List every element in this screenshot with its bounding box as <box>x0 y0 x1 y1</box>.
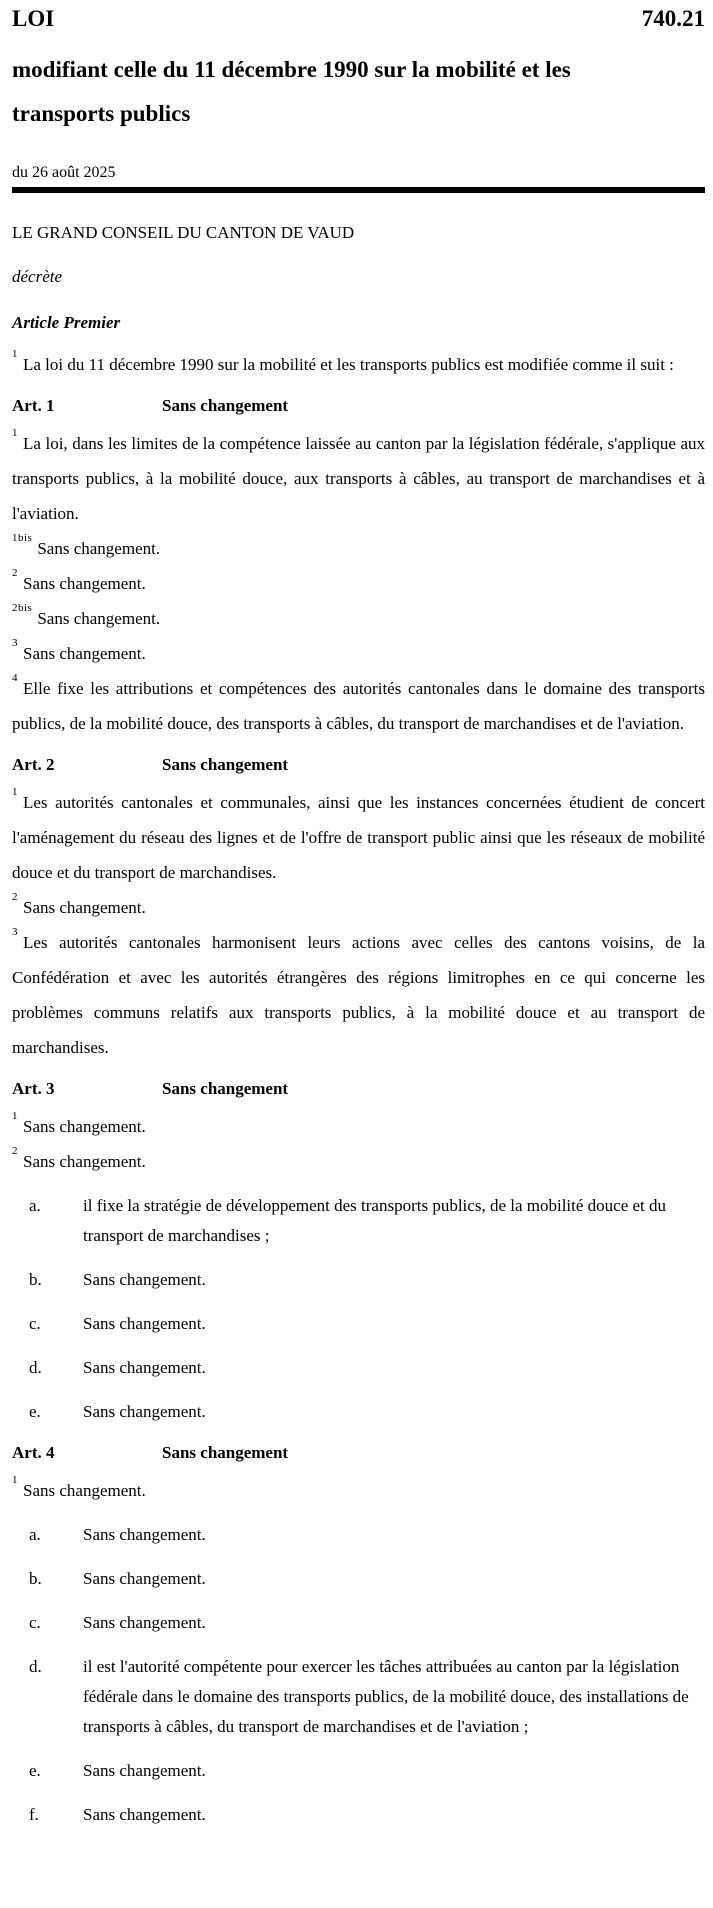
intro-paragraph-text: La loi du 11 décembre 1990 sur la mobilité et les transports publics est modifiée comme il suit : <box>23 355 674 374</box>
paragraph <box>12 925 705 1065</box>
decree-word: décrète <box>12 267 63 286</box>
paragraph <box>12 1144 705 1179</box>
list-item <box>12 1191 705 1251</box>
paragraph-number: 1 <box>12 427 18 440</box>
list-item <box>12 1652 705 1742</box>
list-item-text: il est l'autorité compétente pour exercer les tâches attribuées au canton par la législation fédérale dans le domaine des transports publics, de la mobilité douce, des installations de transports à câbles, du transport de marchandises et de l'aviation ; <box>83 1657 689 1736</box>
paragraph <box>12 601 705 636</box>
list-item <box>12 1397 705 1427</box>
article-subtitle: Sans changement <box>162 396 289 415</box>
paragraph <box>12 636 705 671</box>
horizontal-rule <box>12 187 705 193</box>
paragraph <box>12 1473 705 1508</box>
paragraph-text: Sans changement. <box>23 898 146 917</box>
list-item-marker: c. <box>29 1613 41 1632</box>
article-heading <box>12 394 705 418</box>
article-label: Art. 1 <box>12 396 55 415</box>
article-heading <box>12 1077 705 1101</box>
paragraph-text: La loi, dans les limites de la compétence laissée au canton par la législation fédérale, s'applique aux transports publics, à la mobilité douce, aux transports à câbles, au transport de marchandises et à l'aviation. <box>12 434 705 523</box>
paragraph-number: 2 <box>12 891 18 904</box>
paragraph-number: 2bis <box>12 602 33 615</box>
list-item <box>12 1520 705 1550</box>
list-item <box>12 1265 705 1295</box>
list-item-text: Sans changement. <box>83 1569 206 1588</box>
paragraph <box>12 566 705 601</box>
doc-number: 740.21 <box>641 6 705 31</box>
paragraph <box>12 785 705 890</box>
article-heading <box>12 753 705 777</box>
list-item-marker: b. <box>29 1270 42 1289</box>
paragraph <box>12 1109 705 1144</box>
paragraph <box>12 671 705 741</box>
list-item-marker: a. <box>29 1196 41 1215</box>
list-item-marker: d. <box>29 1657 42 1676</box>
list-item-text: Sans changement. <box>83 1402 206 1421</box>
list-item <box>12 1564 705 1594</box>
paragraph-text: Sans changement. <box>37 539 161 558</box>
paragraph-text: Sans changement. <box>23 1481 146 1500</box>
article-heading <box>12 1441 705 1465</box>
paragraph-text: Les autorités cantonales harmonisent leurs actions avec celles des cantons voisins, de la Confédération et avec les autorités étrangères des régions limitrophes en ce qui concerne les problèmes communs relatifs aux transports publics, à la mobilité douce et au transport de marchandises. <box>12 933 705 1057</box>
list-item-text: Sans changement. <box>83 1314 206 1333</box>
list-item-text: il fixe la stratégie de développement des transports publics, de la mobilité douce et du transport de marchandises ; <box>83 1196 667 1245</box>
paragraph <box>12 890 705 925</box>
list-item-marker: a. <box>29 1525 41 1544</box>
document-header <box>12 6 705 32</box>
paragraph <box>12 426 705 531</box>
list-item <box>12 1608 705 1638</box>
paragraph-number: 2 <box>12 1145 18 1158</box>
paragraph-number: 1 <box>12 1110 18 1123</box>
list-item <box>12 1800 705 1830</box>
paragraph-text: Sans changement. <box>37 609 161 628</box>
list-item <box>12 1353 705 1383</box>
paragraph-number: 1 <box>12 348 18 361</box>
list-item-marker: e. <box>29 1402 41 1421</box>
list-item <box>12 1309 705 1339</box>
paragraph-number: 1 <box>12 1474 18 1487</box>
date-line: du 26 août 2025 <box>12 164 116 181</box>
paragraph-text: Sans changement. <box>23 644 146 663</box>
list-item-text: Sans changement. <box>83 1270 206 1289</box>
article-subtitle: Sans changement <box>162 755 289 774</box>
article-label: Art. 4 <box>12 1443 55 1462</box>
list-item-text: Sans changement. <box>83 1761 206 1780</box>
article-label: Art. 2 <box>12 755 55 774</box>
paragraph-number: 3 <box>12 637 18 650</box>
list-item-marker: b. <box>29 1569 42 1588</box>
doc-type-label: LOI <box>12 6 55 31</box>
doc-title: modifiant celle du 11 décembre 1990 sur la mobilité et les transports publics <box>12 57 571 126</box>
paragraph <box>12 531 705 566</box>
list-item-text: Sans changement. <box>83 1525 206 1544</box>
paragraph-number: 4 <box>12 672 18 685</box>
paragraph-number: 3 <box>12 926 18 939</box>
paragraph-text: Les autorités cantonales et communales, ainsi que les instances concernées étudient de concert l'aménagement du réseau des lignes et de l'offre de transport public ainsi que les réseaux de mobilité douce et du transport de marchandises. <box>12 793 705 882</box>
list-item-text: Sans changement. <box>83 1358 206 1377</box>
list-item-marker: f. <box>29 1805 39 1824</box>
article-label: Art. 3 <box>12 1079 55 1098</box>
article-subtitle: Sans changement <box>162 1079 289 1098</box>
paragraph-text: Elle fixe les attributions et compétences des autorités cantonales dans le domaine des transports publics, de la mobilité douce, des transports à câbles, du transport de marchandises et de l'aviation. <box>12 679 705 733</box>
paragraph-text: Sans changement. <box>23 1152 146 1171</box>
list-item <box>12 1756 705 1786</box>
article-subtitle: Sans changement <box>162 1443 289 1462</box>
council-line: LE GRAND CONSEIL DU CANTON DE VAUD <box>12 223 355 242</box>
list-item-text: Sans changement. <box>83 1805 206 1824</box>
list-item-marker: c. <box>29 1314 41 1333</box>
list-item-marker: d. <box>29 1358 42 1377</box>
paragraph-number: 1 <box>12 786 18 799</box>
articles <box>12 394 705 1830</box>
paragraph-number: 2 <box>12 567 18 580</box>
paragraph-text: Sans changement. <box>23 574 146 593</box>
article-premier-heading: Article Premier <box>12 313 121 332</box>
list-item-marker: e. <box>29 1761 41 1780</box>
paragraph-number: 1bis <box>12 532 33 545</box>
intro-paragraph <box>12 347 705 382</box>
paragraph-text: Sans changement. <box>23 1117 146 1136</box>
list-item-text: Sans changement. <box>83 1613 206 1632</box>
